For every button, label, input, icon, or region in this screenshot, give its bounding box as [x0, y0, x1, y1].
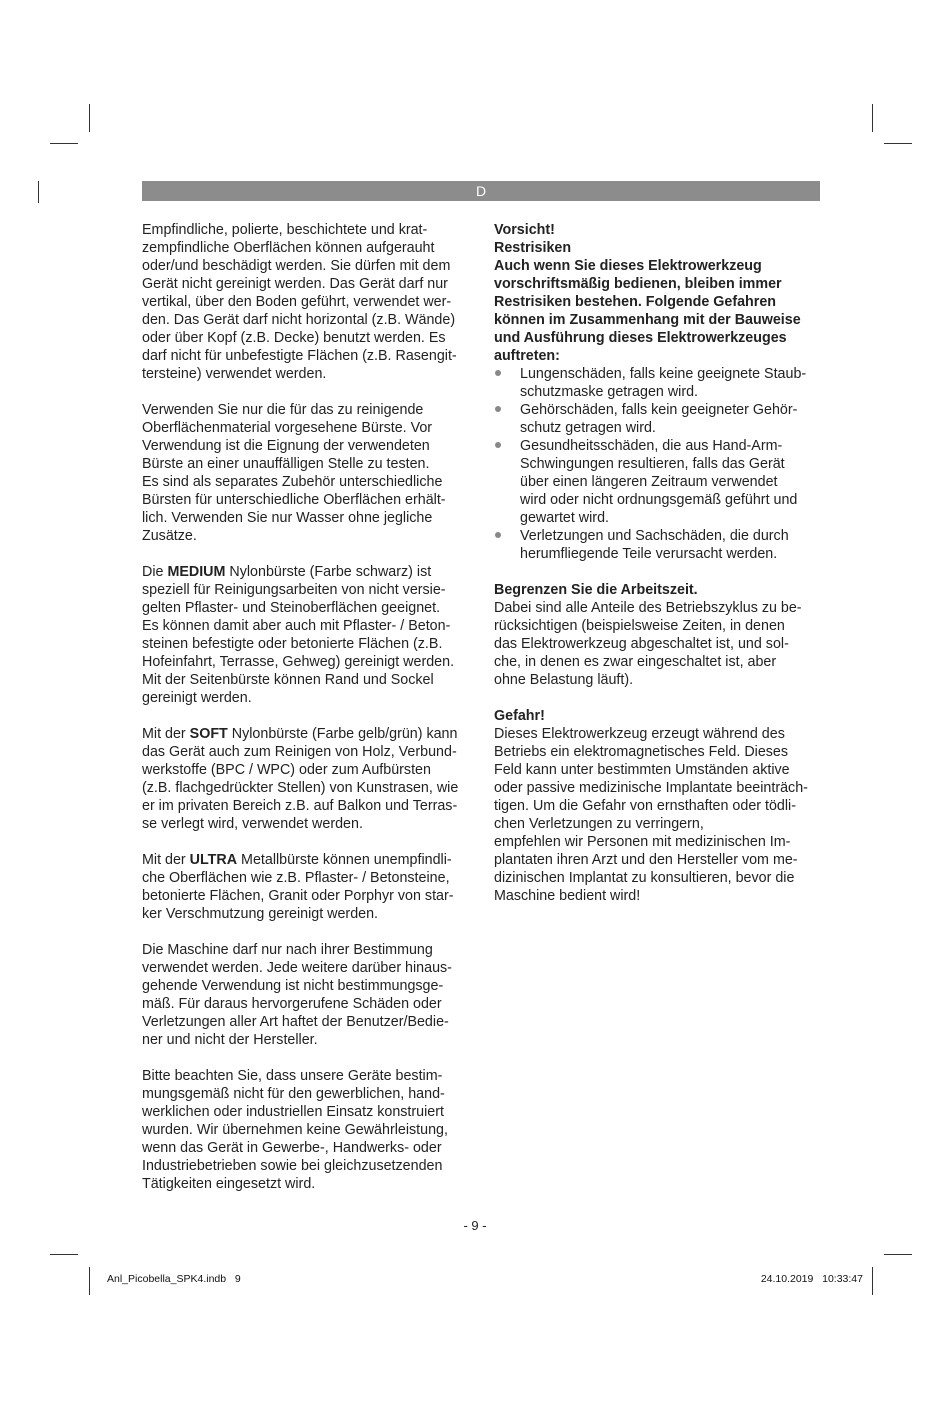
text-line: Maschine bedient wird! — [494, 888, 641, 904]
text-line: Gehörschäden, falls kein geeigneter Gehör- — [520, 402, 798, 418]
text-line: betonierte Flächen, Granit oder Porphyr von star- — [142, 888, 454, 904]
language-header-bar — [142, 181, 820, 201]
right-column — [494, 221, 824, 923]
text-line: oder/und beschädigt werden. Sie dürfen mit dem — [142, 258, 451, 274]
crop-mark — [38, 181, 39, 203]
text-line: zempfindliche Oberflächen können aufgerauht — [142, 240, 435, 256]
list-item — [494, 365, 824, 401]
text-line: das Elektrowerkzeug abgeschaltet ist, und sol- — [494, 636, 789, 652]
text-line: gewartet wird. — [520, 510, 609, 526]
text-line: oder über Kopf (z.B. Decke) benutzt werden. Es — [142, 330, 446, 346]
text-line: Bürsten für unterschiedliche Oberflächen erhält- — [142, 492, 446, 508]
paragraph-first-line: Die MEDIUM Nylonbürste (Farbe schwarz) ist — [142, 564, 432, 580]
text-line: gehende Verwendung ist nicht bestimmungsge- — [142, 978, 444, 994]
brush-type-ultra: ULTRA — [189, 852, 238, 868]
text-line: gereinigt werden. — [142, 690, 252, 706]
text-line: chen Verletzungen zu verringern, — [494, 816, 704, 832]
text-line: ohne Belastung läuft). — [494, 672, 634, 688]
text-line: Dabei sind alle Anteile des Betriebszyklus zu be- — [494, 600, 802, 616]
paragraph-intended-use — [142, 941, 472, 1049]
text-line: Die Maschine darf nur nach ihrer Bestimmung — [142, 942, 433, 958]
paragraph-first-line: Mit der SOFT Nylonbürste (Farbe gelb/grün) kann — [142, 726, 458, 742]
text-line: Auch wenn Sie dieses Elektrowerkzeug — [494, 258, 762, 274]
text-line: Verletzungen und Sachschäden, die durch — [520, 528, 789, 544]
text-line: und Ausführung dieses Elektrowerkzeuges — [494, 330, 787, 346]
text-line: schutzmaske getragen wird. — [520, 384, 698, 400]
text-line: plantaten ihren Arzt und den Hersteller vom me- — [494, 852, 798, 868]
text-line: den. Das Gerät darf nicht horizontal (z.B. Wände) — [142, 312, 456, 328]
text-line: tigen. Um die Gefahr von ernsthaften oder tödli- — [494, 798, 796, 814]
paragraph-commercial-use — [142, 1067, 472, 1193]
text-line: Schwingungen resultieren, falls das Gerät — [520, 456, 785, 472]
text-line: Industriebetrieben sowie bei gleichzusetzenden — [142, 1158, 443, 1174]
language-label: D — [475, 183, 487, 199]
text-line: verwendet werden. Jede weitere darüber hinaus- — [142, 960, 452, 976]
text-line: werklichen oder industriellen Einsatz konstruiert — [142, 1104, 444, 1120]
residual-risks-section — [494, 221, 824, 365]
text-line: vorschriftsmäßig bedienen, bleiben immer — [494, 276, 782, 292]
text-line: mungsgemäß nicht für den gewerblichen, hand- — [142, 1086, 445, 1102]
text-line: er im privaten Bereich z.B. auf Balkon und Terras- — [142, 798, 458, 814]
text-line: vertikal, über den Boden geführt, verwendet wer- — [142, 294, 452, 310]
paragraph-first-line: Mit der ULTRA Metallbürste können unempfindli- — [142, 852, 452, 868]
text-line: empfehlen wir Personen mit medizinischen Im- — [494, 834, 791, 850]
text-line: rücksichtigen (beispielsweise Zeiten, in denen — [494, 618, 785, 634]
list-item — [494, 527, 824, 563]
worktime-section — [494, 581, 824, 689]
paragraph-brush-choice — [142, 401, 472, 545]
text-line: Verwendung ist die Eignung der verwendeten — [142, 438, 430, 454]
text-line: Es sind als separates Zubehör unterschiedliche — [142, 474, 443, 490]
list-item — [494, 401, 824, 437]
text-line: Mit der Seitenbürste können Rand und Sockel — [142, 672, 434, 688]
crop-mark — [50, 1254, 78, 1255]
text-line: Gesundheitsschäden, die aus Hand-Arm- — [520, 438, 783, 454]
text-line: über einen längeren Zeitraum verwendet — [520, 474, 778, 490]
text-line: Verletzungen aller Art haftet der Benutzer/Bedie- — [142, 1014, 449, 1030]
text-line: Restrisiken bestehen. Folgende Gefahren — [494, 294, 777, 310]
text-line: Empfindliche, polierte, beschichtete und krat- — [142, 222, 428, 238]
text-line: speziell für Reinigungsarbeiten von nicht versie- — [142, 582, 446, 598]
text-line: wenn das Gerät in Gewerbe-, Handwerks- oder — [142, 1140, 442, 1156]
text-line: lich. Verwenden Sie nur Wasser ohne jegliche — [142, 510, 433, 526]
text-line: Bitte beachten Sie, dass unsere Geräte bestim- — [142, 1068, 443, 1084]
text-line: se verlegt wird, verwendet werden. — [142, 816, 363, 832]
risk-list — [494, 365, 824, 563]
crop-mark — [89, 104, 90, 132]
text-line: Es können damit aber auch mit Pflaster- / Beton- — [142, 618, 451, 634]
text-line: mäß. Für daraus hervorgerufene Schäden oder — [142, 996, 442, 1012]
text-line: werkstoffe (BPC / WPC) oder zum Aufbürsten — [142, 762, 431, 778]
text-line: Gerät nicht gereinigt werden. Das Gerät darf nur — [142, 276, 448, 292]
text-line: auftreten: — [494, 348, 560, 364]
text-line: darf nicht für unbefestigte Flächen (z.B. Rasengit- — [142, 348, 457, 364]
paragraph-soft-brush — [142, 725, 472, 833]
paragraph-ultra-brush — [142, 851, 472, 923]
crop-mark — [872, 104, 873, 132]
text-line: dizinischen Implantat zu konsultieren, bevor die — [494, 870, 795, 886]
text-line: wurden. Wir übernehmen keine Gewährleistung, — [142, 1122, 448, 1138]
text-line: wird oder nicht ordnungsgemäß geführt und — [520, 492, 798, 508]
text-line: Feld kann unter bestimmten Umständen aktive — [494, 762, 790, 778]
text-line: Tätigkeiten eingesetzt wird. — [142, 1176, 316, 1192]
text-line: che Oberflächen wie z.B. Pflaster- / Betonsteine, — [142, 870, 450, 886]
text-line: oder passive medizinische Implantate beeinträch- — [494, 780, 808, 796]
text-line: herumfliegende Teile verursacht werden. — [520, 546, 778, 562]
text-line: ker Verschmutzung gereinigt werden. — [142, 906, 379, 922]
page-number: - 9 - — [463, 1218, 487, 1233]
text-line: können im Zusammenhang mit der Bauweise — [494, 312, 801, 328]
crop-mark — [884, 143, 912, 144]
footer-timestamp: 24.10.2019 10:33:47 — [760, 1273, 863, 1285]
text-line: Lungenschäden, falls keine geeignete Staub- — [520, 366, 807, 382]
text-line: Betriebs ein elektromagnetisches Feld. Dieses — [494, 744, 789, 760]
danger-section — [494, 707, 824, 905]
text-line: gelten Pflaster- und Steinoberflächen geeignet. — [142, 600, 441, 616]
crop-mark — [89, 1267, 90, 1295]
danger-title: Gefahr! — [494, 708, 545, 724]
text-line: steinen befestigte oder betonierte Flächen (z.B. — [142, 636, 443, 652]
text-line: schutz getragen wird. — [520, 420, 656, 436]
text-line: (z.B. flachgedrückter Stellen) von Kunstrasen, wie — [142, 780, 459, 796]
worktime-title: Begrenzen Sie die Arbeitszeit. — [494, 582, 698, 598]
text-line: ner und nicht der Hersteller. — [142, 1032, 318, 1048]
crop-mark — [884, 1254, 912, 1255]
caution-title: Vorsicht! — [494, 222, 555, 238]
text-line: das Gerät auch zum Reinigen von Holz, Verbund- — [142, 744, 457, 760]
text-line: Verwenden Sie nur die für das zu reinigende — [142, 402, 424, 418]
text-line: Zusätze. — [142, 528, 197, 544]
list-item — [494, 437, 824, 527]
footer-filename: Anl_Picobella_SPK4.indb 9 — [107, 1273, 241, 1285]
text-line: Oberflächenmaterial vorgesehene Bürste. Vor — [142, 420, 433, 436]
text-line: tersteine) verwendet werden. — [142, 366, 327, 382]
brush-type-soft: SOFT — [189, 726, 228, 742]
crop-mark — [872, 1267, 873, 1295]
left-column — [142, 221, 472, 1211]
text-line: Dieses Elektrowerkzeug erzeugt während des — [494, 726, 785, 742]
brush-type-medium: MEDIUM — [167, 564, 226, 580]
text-line: Bürste an einer unauffälligen Stelle zu testen. — [142, 456, 430, 472]
paragraph-medium-brush — [142, 563, 472, 707]
crop-mark — [50, 143, 78, 144]
text-line: che, in denen es zwar eingeschaltet ist, aber — [494, 654, 777, 670]
paragraph-surfaces — [142, 221, 472, 383]
text-line: Hofeinfahrt, Terrasse, Gehweg) gereinigt werden. — [142, 654, 455, 670]
residual-risks-title: Restrisiken — [494, 240, 572, 256]
